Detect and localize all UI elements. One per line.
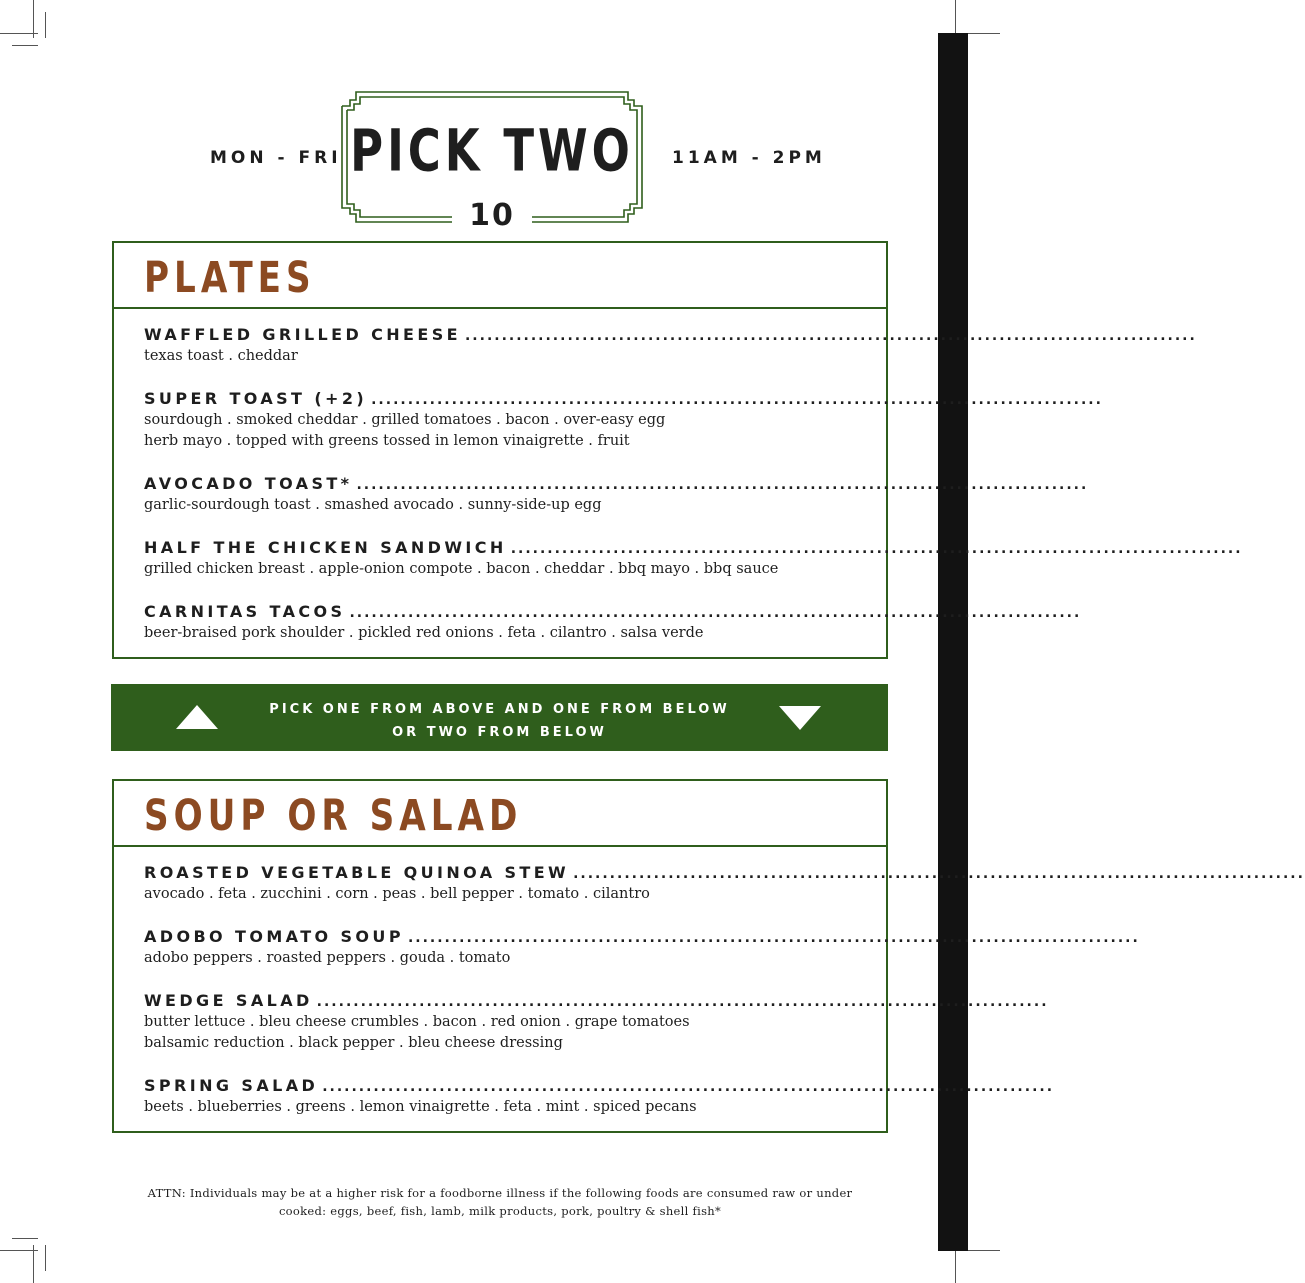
menu-item — [144, 863, 1305, 905]
dot-leader: .................................................................................................... — [322, 1079, 1055, 1095]
item-description: sourdough . smoked cheddar . grilled tomatoes . bacon . over-easy egg — [144, 412, 666, 428]
item-description: avocado . feta . zucchini . corn . peas . bell pepper . tomato . cilantro — [144, 886, 650, 902]
item-description: texas toast . cheddar — [144, 348, 298, 364]
menu-item — [144, 389, 1103, 452]
soup-salad-title: SOUP OR SALAD — [144, 791, 523, 841]
dot-leader: .................................................................................................... — [371, 392, 1103, 408]
item-name: WAFFLED GRILLED CHEESE — [144, 325, 461, 344]
disclaimer-line: cooked: eggs, beef, fish, lamb, milk products, pork, poultry & shell fish* — [278, 1204, 722, 1218]
plates-header — [114, 243, 886, 309]
menu-item — [144, 991, 1049, 1054]
soup-salad-list — [114, 847, 1305, 1118]
disclaimer-line: ATTN: Individuals may be at a higher risk for a foodborne illness if the following foods are consumed raw or under — [147, 1186, 853, 1200]
dot-leader: .................................................................................................... — [573, 866, 1305, 882]
soup-salad-header — [114, 781, 886, 847]
dot-leader: .................................................................................................... — [464, 328, 1197, 344]
plates-list — [114, 309, 1243, 644]
soup-salad-section — [112, 779, 1305, 1133]
triangle-down-icon — [779, 706, 821, 730]
menu-item — [144, 538, 1243, 580]
menu-item — [144, 1076, 1055, 1118]
plates-section — [112, 241, 1243, 659]
banner-line: OR TWO FROM BELOW — [392, 725, 607, 740]
item-name: ADOBO TOMATO SOUP — [144, 927, 404, 946]
dot-leader: .................................................................................................... — [356, 477, 1089, 493]
dot-leader: .................................................................................................... — [407, 930, 1140, 946]
item-description: beets . blueberries . greens . lemon vinaigrette . feta . mint . spiced pecans — [144, 1099, 697, 1115]
dot-leader: .................................................................................................... — [316, 994, 1049, 1010]
menu-item — [144, 325, 1197, 367]
crop-mark — [12, 1238, 38, 1239]
item-name: SUPER TOAST (+2) — [144, 389, 368, 408]
banner-text — [111, 698, 888, 744]
dot-leader: .................................................................................................... — [510, 541, 1243, 557]
item-name: AVOCADO TOAST* — [144, 474, 353, 493]
item-description: herb mayo . topped with greens tossed in lemon vinaigrette . fruit — [144, 433, 630, 449]
black-side-bar — [938, 33, 968, 1251]
days-label: MON - FRI — [210, 148, 342, 168]
item-description: balsamic reduction . black pepper . bleu cheese dressing — [144, 1035, 563, 1051]
dot-leader: .................................................................................................... — [349, 605, 1082, 621]
item-description: beer-braised pork shoulder . pickled red onions . feta . cilantro . salsa verde — [144, 625, 704, 641]
crop-mark — [45, 1245, 46, 1271]
item-name: CARNITAS TACOS — [144, 602, 346, 621]
item-name: HALF THE CHICKEN SANDWICH — [144, 538, 507, 557]
menu-item — [144, 474, 1089, 516]
menu-item — [144, 927, 1140, 969]
item-description: grilled chicken breast . apple-onion compote . bacon . cheddar . bbq mayo . bbq sauce — [144, 561, 779, 577]
crop-mark — [12, 45, 38, 46]
crop-mark — [33, 1245, 34, 1283]
item-description: butter lettuce . bleu cheese crumbles . bacon . red onion . grape tomatoes — [144, 1014, 690, 1030]
crop-mark — [45, 12, 46, 38]
crop-mark — [967, 1250, 1000, 1251]
item-name: WEDGE SALAD — [144, 991, 313, 1010]
menu-item — [144, 602, 1082, 644]
plates-title: PLATES — [144, 253, 316, 303]
banner-line: PICK ONE FROM ABOVE AND ONE FROM BELOW — [269, 702, 730, 717]
price: 10 — [452, 198, 532, 233]
item-name: SPRING SALAD — [144, 1076, 319, 1095]
item-description: adobo peppers . roasted peppers . gouda . tomato — [144, 950, 511, 966]
pick-instructions-banner — [111, 684, 888, 751]
hours-label: 11AM - 2PM — [672, 148, 826, 168]
menu-title: PICK TWO — [350, 117, 634, 185]
item-description: garlic-sourdough toast . smashed avocado . sunny-side-up egg — [144, 497, 602, 513]
food-safety-disclaimer — [112, 1184, 888, 1220]
crop-mark — [33, 0, 34, 38]
item-name: ROASTED VEGETABLE QUINOA STEW — [144, 863, 570, 882]
triangle-up-icon — [176, 705, 218, 729]
crop-mark — [967, 33, 1000, 34]
